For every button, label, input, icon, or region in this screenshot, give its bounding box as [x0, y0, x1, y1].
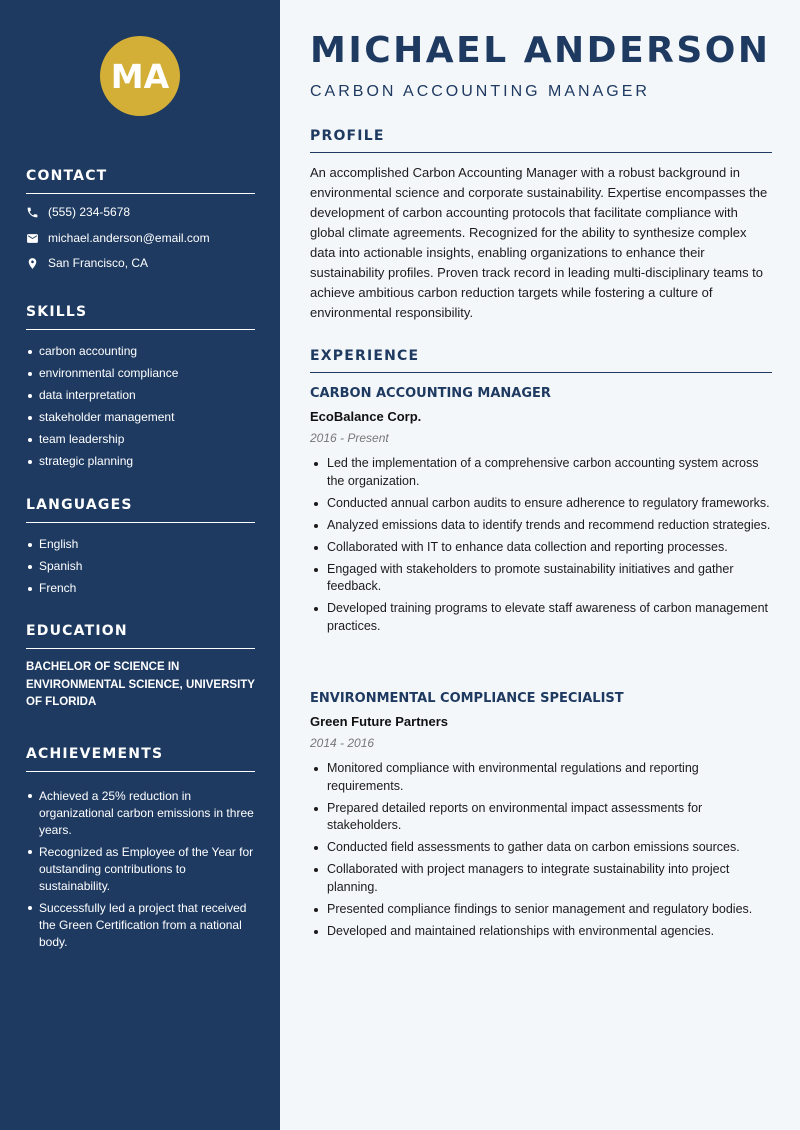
list-item: Conducted annual carbon audits to ensure adherence to regulatory frameworks.: [310, 495, 772, 513]
email-text: michael.anderson@email.com: [48, 231, 210, 245]
list-item: Analyzed emissions data to identify trends and recommend reduction strategies.: [310, 517, 772, 535]
languages-heading: LANGUAGES: [26, 495, 255, 523]
contact-phone: [26, 205, 130, 219]
list-item: Achieved a 25% reduction in organizational carbon emissions in three years.: [26, 788, 255, 839]
profile-section: [310, 127, 772, 320]
skills-heading: SKILLS: [26, 302, 255, 330]
sidebar: [0, 0, 280, 1130]
email-icon: [26, 232, 39, 245]
languages-list: [26, 537, 255, 603]
list-item: strategic planning: [26, 454, 255, 476]
education-degree: BACHELOR OF SCIENCE IN ENVIRONMENTAL SCIENCE, UNIVERSITY OF FLORIDA: [26, 661, 255, 708]
contact-email: [26, 231, 210, 245]
education-heading: EDUCATION: [26, 621, 255, 649]
list-item: environmental compliance: [26, 366, 255, 388]
experience-section: [310, 347, 772, 938]
list-item: Monitored compliance with environmental regulations and reporting requirements.: [310, 760, 772, 795]
job-bullets: [310, 760, 772, 945]
profile-heading: PROFILE: [310, 127, 772, 153]
skills-list: [26, 344, 255, 476]
job-dates: 2016 - Present: [310, 431, 389, 445]
list-item: Spanish: [26, 559, 255, 581]
achievements-list: [26, 788, 255, 956]
job-dates: 2014 - 2016: [310, 736, 375, 750]
contact-section: [26, 166, 255, 270]
skills-section: [26, 302, 255, 468]
education-section: [26, 621, 255, 708]
achievements-section: [26, 744, 255, 949]
candidate-title: CARBON ACCOUNTING MANAGER: [310, 83, 650, 100]
phone-text: (555) 234-5678: [48, 205, 131, 219]
list-item: Led the implementation of a comprehensive carbon accounting system across the organization.: [310, 455, 772, 490]
job-bullets: [310, 455, 772, 640]
list-item: Successfully led a project that received the Green Certification from a national body.: [26, 900, 255, 951]
contact-heading: CONTACT: [26, 166, 255, 194]
job-company: Green Future Partners: [310, 714, 448, 729]
list-item: Presented compliance findings to senior management and regulatory bodies.: [310, 901, 772, 919]
list-item: Conducted field assessments to gather data on carbon emissions sources.: [310, 839, 772, 857]
candidate-name: MICHAEL ANDERSON: [310, 30, 771, 71]
phone-icon: [26, 206, 39, 219]
list-item: team leadership: [26, 432, 255, 454]
list-item: Developed training programs to elevate staff awareness of carbon management practices.: [310, 600, 772, 635]
languages-section: [26, 495, 255, 595]
list-item: Collaborated with IT to enhance data collection and reporting processes.: [310, 539, 772, 557]
job-company: EcoBalance Corp.: [310, 409, 422, 424]
job-role: ENVIRONMENTAL COMPLIANCE SPECIALIST: [310, 691, 624, 706]
profile-text: An accomplished Carbon Accounting Manager with a robust background in environmental science and corporate sustainability. Expertise encompasses the development of carbon accounting protocols that facilitate compliance with global climate agreements. Recognized for the ability to synthesize complex data into actionable insights, enabling organizations to enhance their sustainability profiles. Proven track record in leading multi-disciplinary teams to achieve ambitious carbon reduction targets while fostering a culture of environmental responsibility.: [310, 165, 768, 320]
list-item: English: [26, 537, 255, 559]
list-item: Recognized as Employee of the Year for outstanding contributions to sustainability.: [26, 844, 255, 895]
experience-heading: EXPERIENCE: [310, 347, 772, 373]
list-item: data interpretation: [26, 388, 255, 410]
location-pin-icon: [26, 257, 39, 270]
list-item: Engaged with stakeholders to promote sustainability initiatives and gather feedback.: [310, 561, 772, 596]
job-role: CARBON ACCOUNTING MANAGER: [310, 386, 551, 401]
achievements-heading: ACHIEVEMENTS: [26, 744, 255, 772]
list-item: Developed and maintained relationships with environmental agencies.: [310, 923, 772, 941]
list-item: carbon accounting: [26, 344, 255, 366]
list-item: Collaborated with project managers to integrate sustainability into project planning.: [310, 861, 772, 896]
avatar: MA: [100, 36, 180, 116]
location-text: San Francisco, CA: [48, 256, 149, 270]
contact-location: [26, 256, 148, 270]
list-item: stakeholder management: [26, 410, 255, 432]
list-item: Prepared detailed reports on environmental impact assessments for stakeholders.: [310, 800, 772, 835]
list-item: French: [26, 581, 255, 603]
